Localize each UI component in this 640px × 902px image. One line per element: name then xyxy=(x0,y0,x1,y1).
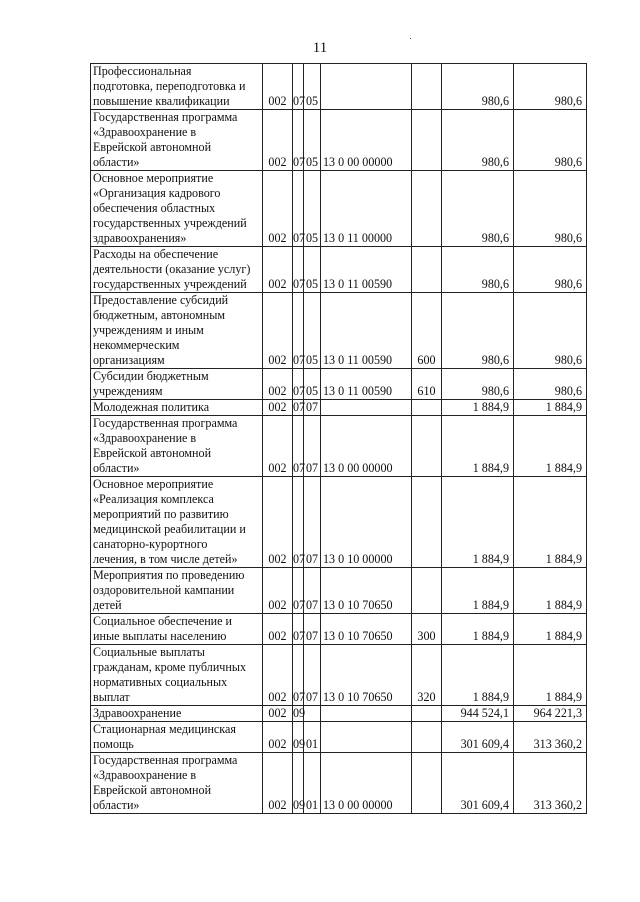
amount-year2-cell: 313 360,2 xyxy=(514,722,587,753)
section-code-cell: 09 xyxy=(293,706,306,720)
item-name-line: Молодежная политика xyxy=(93,400,210,414)
target-article-cell: 13 0 11 00590 xyxy=(321,293,412,369)
amount-year2-cell: 1 884,9 xyxy=(514,416,587,477)
target-article-cell: 13 0 11 00590 xyxy=(321,369,412,400)
expense-type-cell xyxy=(412,477,442,568)
table-row xyxy=(91,400,587,416)
item-name-line: Основное мероприятие xyxy=(93,171,214,185)
target-article-cell xyxy=(321,706,412,722)
table-row xyxy=(91,293,587,369)
ministry-code-cell: 002 xyxy=(263,110,293,171)
expense-type-cell xyxy=(412,171,442,247)
subsection-code-cell xyxy=(304,706,321,722)
item-name-line: медицинской реабилитации и xyxy=(93,522,246,536)
item-name-line: детей xyxy=(93,598,122,612)
amount-year1-cell: 301 609,4 xyxy=(442,722,514,753)
expense-type-cell xyxy=(412,706,442,722)
item-name-line: иные выплаты населению xyxy=(93,629,227,643)
item-name-line: организациям xyxy=(93,353,165,367)
item-name-line: Основное мероприятие xyxy=(93,477,214,491)
subsection-code-cell: 07 xyxy=(304,400,321,416)
amount-year1-cell: 980,6 xyxy=(442,110,514,171)
amount-year1-cell: 980,6 xyxy=(442,171,514,247)
subsection-code-cell: 07 xyxy=(304,568,321,614)
item-name-line: учреждениям xyxy=(93,384,163,398)
item-name-cell xyxy=(91,247,263,293)
item-name-cell xyxy=(91,568,263,614)
item-name-line: учреждениям и иным xyxy=(93,323,204,337)
item-name-line: мероприятий по развитию xyxy=(93,507,229,521)
item-name-line: помощь xyxy=(93,737,134,751)
expense-type-cell xyxy=(412,722,442,753)
expense-type-cell: 600 xyxy=(412,293,442,369)
amount-year2-cell: 980,6 xyxy=(514,171,587,247)
amount-year1-cell: 1 884,9 xyxy=(442,477,514,568)
scan-speck xyxy=(410,38,411,39)
item-name-line: Предоставление субсидий xyxy=(93,293,229,307)
target-article-cell: 13 0 11 00000 xyxy=(321,171,412,247)
item-name-cell xyxy=(91,416,263,477)
table-row xyxy=(91,645,587,706)
item-name-line: гражданам, кроме публичных xyxy=(93,660,247,674)
table-row xyxy=(91,722,587,753)
target-article-cell: 13 0 00 00000 xyxy=(321,416,412,477)
target-article-cell xyxy=(321,64,412,110)
target-article-cell xyxy=(321,722,412,753)
budget-table-body xyxy=(91,64,587,814)
item-name-line: «Реализация комплекса xyxy=(93,492,214,506)
item-name-line: Государственная программа xyxy=(93,110,238,124)
section-code-cell: 07 xyxy=(293,614,304,645)
budget-table xyxy=(90,63,587,814)
amount-year2-cell: 980,6 xyxy=(514,64,587,110)
item-name-line: Еврейской автономной xyxy=(93,446,212,460)
item-name-cell xyxy=(91,64,263,110)
item-name-cell xyxy=(91,110,263,171)
item-name-line: области» xyxy=(93,155,140,169)
item-name-line: Социальные выплаты xyxy=(93,645,205,659)
amount-year1-cell: 1 884,9 xyxy=(442,645,514,706)
item-name-line: оздоровительной кампании xyxy=(93,583,235,597)
amount-year2-cell: 1 884,9 xyxy=(514,477,587,568)
item-name-cell xyxy=(91,753,263,814)
item-name-cell xyxy=(91,645,263,706)
table-row xyxy=(91,171,587,247)
section-code-cell: 07 xyxy=(293,477,304,568)
table-row xyxy=(91,110,587,171)
section-code-cell: 07 xyxy=(293,400,306,414)
expense-type-cell xyxy=(412,568,442,614)
subsection-code-cell: 05 xyxy=(304,369,321,400)
section-code-cell: 07 xyxy=(293,645,304,706)
item-name-line: Еврейской автономной xyxy=(93,140,212,154)
table-row xyxy=(91,706,587,722)
item-name-line: Социальное обеспечение и xyxy=(93,614,233,628)
amount-year1-cell: 944 524,1 xyxy=(442,706,514,722)
item-name-cell xyxy=(91,369,263,400)
page-number: 11 xyxy=(312,40,328,56)
section-code-cell: 07 xyxy=(293,416,304,477)
expense-type-cell xyxy=(412,400,442,416)
item-name-line: Еврейской автономной xyxy=(93,783,212,797)
item-name-line: Мероприятия по проведению xyxy=(93,568,245,582)
section-code-cell: 07 xyxy=(293,568,304,614)
expense-type-cell xyxy=(412,64,442,110)
amount-year1-cell: 1 884,9 xyxy=(442,614,514,645)
amount-year2-cell: 1 884,9 xyxy=(514,400,587,416)
item-name-line: «Здравоохранение в xyxy=(93,431,197,445)
amount-year1-cell: 980,6 xyxy=(442,293,514,369)
item-name-cell xyxy=(91,614,263,645)
table-row xyxy=(91,477,587,568)
expense-type-cell: 610 xyxy=(412,369,442,400)
amount-year2-cell: 980,6 xyxy=(514,369,587,400)
item-name-line: Здравоохранение xyxy=(93,706,182,720)
amount-year2-cell: 964 221,3 xyxy=(514,706,587,722)
ministry-code-cell: 002 xyxy=(263,369,293,400)
target-article-cell: 13 0 00 00000 xyxy=(321,110,412,171)
amount-year2-cell: 980,6 xyxy=(514,247,587,293)
item-name-line: деятельности (оказание услуг) xyxy=(93,262,251,276)
subsection-code-cell: 05 xyxy=(304,64,321,110)
ministry-code-cell: 002 xyxy=(263,706,293,722)
item-name-line: области» xyxy=(93,461,140,475)
subsection-code-cell: 05 xyxy=(304,247,321,293)
item-name-line: нормативных социальных xyxy=(93,675,228,689)
ministry-code-cell: 002 xyxy=(263,293,293,369)
ministry-code-cell: 002 xyxy=(263,171,293,247)
ministry-code-cell: 002 xyxy=(263,416,293,477)
amount-year1-cell: 980,6 xyxy=(442,247,514,293)
expense-type-cell xyxy=(412,416,442,477)
item-name-cell xyxy=(91,171,263,247)
item-name-line: обеспечения областных xyxy=(93,201,216,215)
item-name-line: Стационарная медицинская xyxy=(93,722,236,736)
item-name-cell xyxy=(91,477,263,568)
subsection-code-cell: 07 xyxy=(304,614,321,645)
amount-year2-cell: 1 884,9 xyxy=(514,568,587,614)
item-name-line: Государственная программа xyxy=(93,753,238,767)
section-code-cell: 09 xyxy=(293,753,304,814)
subsection-code-cell: 05 xyxy=(304,110,321,171)
table-row xyxy=(91,247,587,293)
item-name-line: области» xyxy=(93,798,140,812)
expense-type-cell xyxy=(412,247,442,293)
ministry-code-cell: 002 xyxy=(263,753,293,814)
subsection-code-cell: 07 xyxy=(304,416,321,477)
ministry-code-cell: 002 xyxy=(263,645,293,706)
amount-year1-cell: 980,6 xyxy=(442,369,514,400)
item-name-line: повышение квалификации xyxy=(93,94,230,108)
target-article-cell: 13 0 10 70650 xyxy=(321,614,412,645)
table-row xyxy=(91,568,587,614)
section-code-cell: 07 xyxy=(293,64,304,110)
table-row xyxy=(91,416,587,477)
target-article-cell: 13 0 10 70650 xyxy=(321,568,412,614)
item-name-line: «Здравоохранение в xyxy=(93,768,197,782)
amount-year1-cell: 1 884,9 xyxy=(442,568,514,614)
item-name-cell xyxy=(91,706,263,722)
item-name-line: выплат xyxy=(93,690,130,704)
ministry-code-cell: 002 xyxy=(263,477,293,568)
ministry-code-cell: 002 xyxy=(263,722,293,753)
section-code-cell: 07 xyxy=(293,247,304,293)
table-row xyxy=(91,64,587,110)
ministry-code-cell: 002 xyxy=(263,568,293,614)
ministry-code-cell: 002 xyxy=(263,400,293,416)
subsection-code-cell: 05 xyxy=(304,293,321,369)
subsection-code-cell: 07 xyxy=(304,477,321,568)
amount-year1-cell: 1 884,9 xyxy=(442,400,514,416)
expense-type-cell xyxy=(412,110,442,171)
amount-year2-cell: 313 360,2 xyxy=(514,753,587,814)
item-name-cell xyxy=(91,293,263,369)
target-article-cell xyxy=(321,400,412,416)
item-name-line: Государственная программа xyxy=(93,416,238,430)
subsection-code-cell: 07 xyxy=(304,645,321,706)
item-name-line: Профессиональная xyxy=(93,64,192,78)
amount-year2-cell: 1 884,9 xyxy=(514,614,587,645)
item-name-line: государственных учреждений xyxy=(93,277,247,291)
section-code-cell: 07 xyxy=(293,293,304,369)
target-article-cell: 13 0 00 00000 xyxy=(321,753,412,814)
expense-type-cell xyxy=(412,753,442,814)
amount-year2-cell: 980,6 xyxy=(514,110,587,171)
amount-year2-cell: 1 884,9 xyxy=(514,645,587,706)
item-name-line: «Организация кадрового xyxy=(93,186,221,200)
subsection-code-cell: 01 xyxy=(304,722,321,753)
target-article-cell: 13 0 10 70650 xyxy=(321,645,412,706)
table-row xyxy=(91,753,587,814)
table-row xyxy=(91,369,587,400)
target-article-cell: 13 0 10 00000 xyxy=(321,477,412,568)
item-name-line: государственных учреждений xyxy=(93,216,247,230)
subsection-code-cell: 01 xyxy=(304,753,321,814)
item-name-line: санаторно-курортного xyxy=(93,537,208,551)
item-name-cell xyxy=(91,722,263,753)
section-code-cell: 07 xyxy=(293,110,304,171)
item-name-line: подготовка, переподготовка и xyxy=(93,79,246,93)
ministry-code-cell: 002 xyxy=(263,64,293,110)
item-name-line: «Здравоохранение в xyxy=(93,125,197,139)
item-name-line: здравоохранения» xyxy=(93,231,187,245)
item-name-line: Субсидии бюджетным xyxy=(93,369,209,383)
amount-year1-cell: 1 884,9 xyxy=(442,416,514,477)
section-code-cell: 07 xyxy=(293,369,304,400)
subsection-code-cell: 05 xyxy=(304,171,321,247)
ministry-code-cell: 002 xyxy=(263,614,293,645)
item-name-line: бюджетным, автономным xyxy=(93,308,226,322)
target-article-cell: 13 0 11 00590 xyxy=(321,247,412,293)
expense-type-cell: 300 xyxy=(412,614,442,645)
ministry-code-cell: 002 xyxy=(263,247,293,293)
item-name-line: Расходы на обеспечение xyxy=(93,247,219,261)
amount-year1-cell: 980,6 xyxy=(442,64,514,110)
table-row xyxy=(91,614,587,645)
section-code-cell: 07 xyxy=(293,171,304,247)
expense-type-cell: 320 xyxy=(412,645,442,706)
section-code-cell: 09 xyxy=(293,722,304,753)
item-name-line: лечения, в том числе детей» xyxy=(93,552,238,566)
amount-year1-cell: 301 609,4 xyxy=(442,753,514,814)
amount-year2-cell: 980,6 xyxy=(514,293,587,369)
item-name-line: некоммерческим xyxy=(93,338,180,352)
item-name-cell xyxy=(91,400,263,416)
